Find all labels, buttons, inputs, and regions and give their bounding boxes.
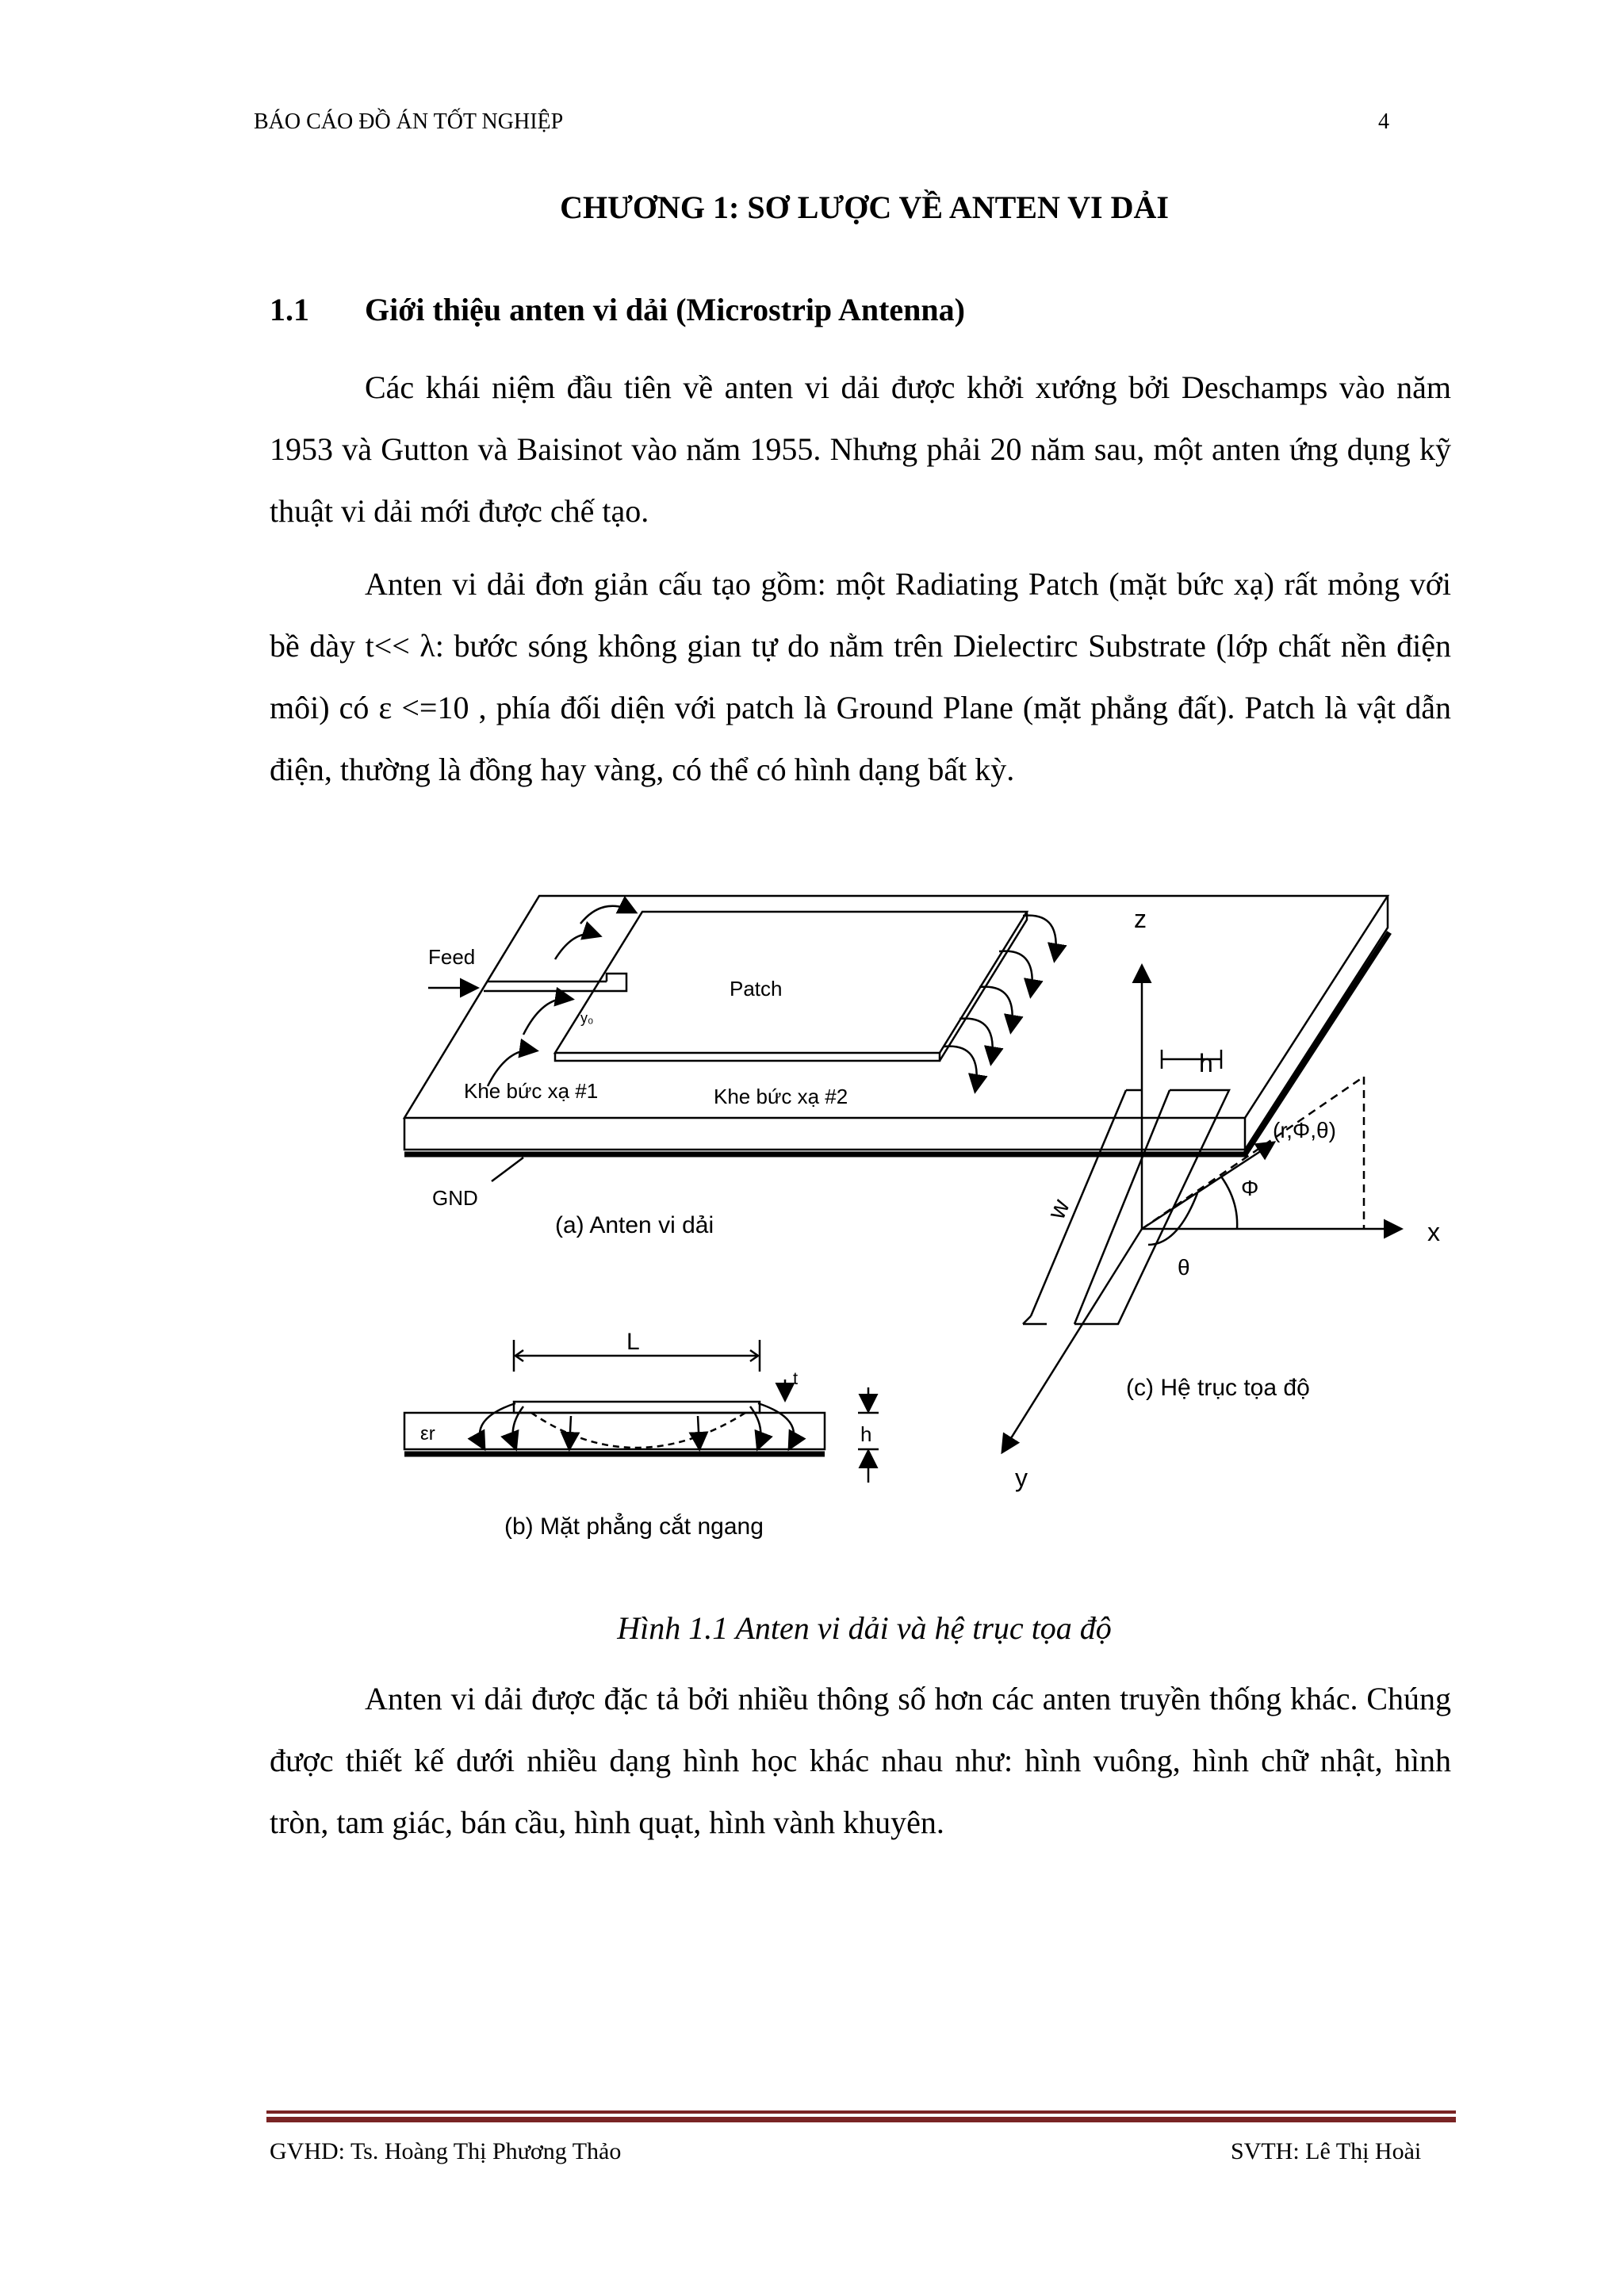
paragraph-1: Các khái niệm đầu tiên về anten vi dải được khởi xướng bởi Deschamps vào năm 1953 và Gutton và Baisinot vào năm 1955. Nhưng phải 20 năm sau, một anten ứng dụng kỹ thuật vi dải mới được chế tạo. (270, 369, 1451, 529)
patch-label: Patch (730, 977, 783, 1001)
panel-b-caption: (b) Mặt phẳng cắt ngang (504, 1513, 764, 1540)
panel-a-caption: (a) Anten vi dải (555, 1212, 714, 1238)
panel-b-cross-section (404, 1340, 879, 1483)
footer-student: SVTH: Lê Thị Hoài (1231, 2138, 1422, 2164)
section-title: Giới thiệu anten vi dải (Microstrip Antenna) (365, 292, 965, 327)
page-header: BÁO CÁO ĐỒ ÁN TỐT NGHIỆP (254, 109, 564, 134)
panel-c-caption: (c) Hệ trục tọa độ (1126, 1375, 1310, 1401)
slot1-label: Khe bức xạ #1 (464, 1079, 599, 1103)
chapter-title: CHƯƠNG 1: SƠ LƯỢC VỀ ANTEN VI DẢI (560, 189, 1169, 225)
paragraph-2: Anten vi dải đơn giản cấu tạo gồm: một Radiating Patch (mặt bức xạ) rất mỏng với bề dày t<< λ: bước sóng không gian tự do nằm trên Dielectirc Substrate (lớp chất nền điện môi) có ε <=10 , phía đối diện với patch là Ground Plane (mặt phẳng đất). Patch là vật dẫn điện, thường là đồng hay vàng, có thể có hình dạng bất kỳ. (270, 566, 1451, 787)
figure-caption: Hình 1.1 Anten vi dải và hệ trục tọa độ (617, 1610, 1112, 1646)
thickness-label: t (793, 1368, 799, 1388)
slab-h-label: h (1199, 1049, 1213, 1077)
z-axis-label: z (1134, 905, 1147, 933)
theta-label: θ (1178, 1255, 1190, 1280)
length-label: L (626, 1329, 640, 1355)
panel-a-antenna (404, 896, 1389, 1181)
footer-advisor: GVHD: Ts. Hoàng Thị Phương Thảo (270, 2138, 622, 2164)
height-label: h (860, 1422, 872, 1446)
slot2-label: Khe bức xạ #2 (714, 1085, 848, 1108)
paragraph-3: Anten vi dải được đặc tả bởi nhiều thông số hơn các anten truyền thống khác. Chúng được thiết kế dưới nhiều dạng hình học khác nhau như: hình vuông, hình chữ nhật, hình tròn, tam giác, bán cầu, hình quạt, hình vành khuyên. (270, 1681, 1451, 1840)
footer-rule (266, 2110, 1456, 2123)
y0-label: y₀ (580, 1010, 594, 1026)
section-number: 1.1 (270, 292, 309, 327)
feed-label: Feed (428, 945, 476, 969)
x-axis-label: x (1427, 1218, 1440, 1246)
page-number: 4 (1378, 109, 1389, 134)
phi-label: Φ (1241, 1176, 1259, 1200)
width-label: w (1041, 1195, 1075, 1223)
gnd-label: GND (432, 1186, 478, 1210)
permittivity-label: εr (420, 1423, 435, 1445)
antenna-figure (396, 880, 1491, 1562)
y-axis-label: y (1015, 1464, 1028, 1492)
point-label: (r,Φ,θ) (1273, 1118, 1336, 1142)
